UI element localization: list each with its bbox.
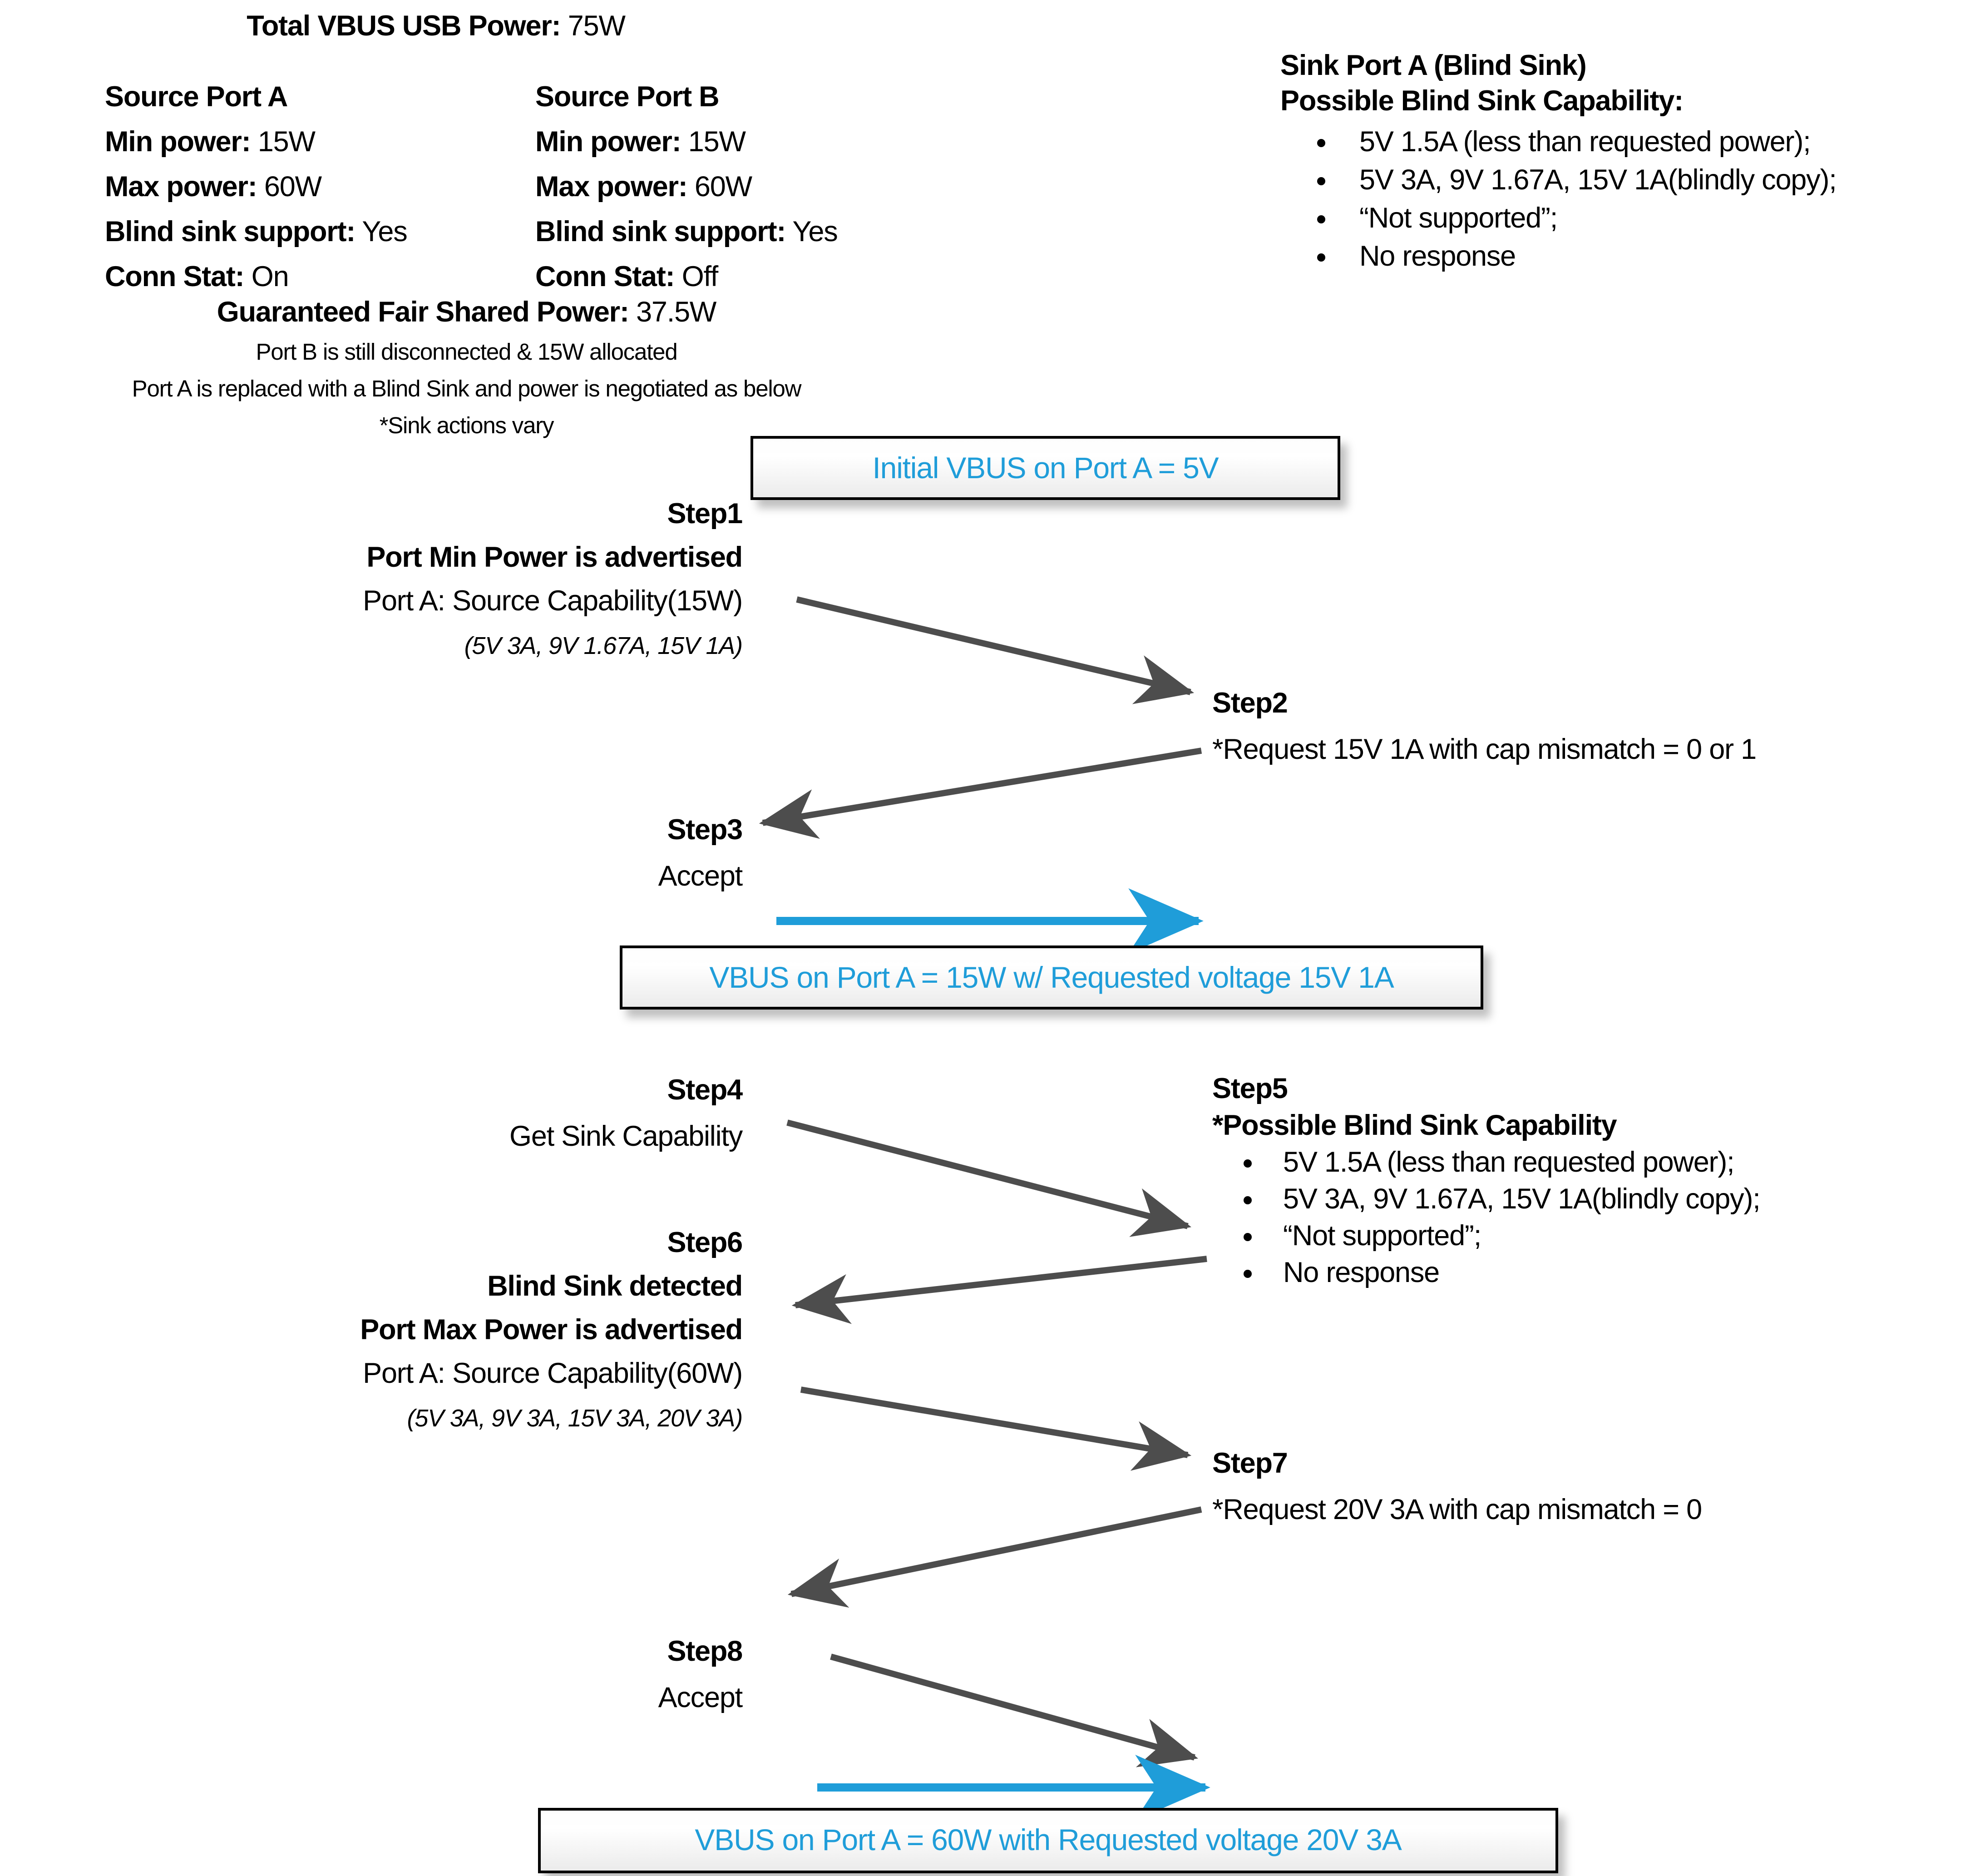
status-box-vbus-15w [620,945,1483,1010]
step7-block [1212,1441,1702,1534]
source-port-a-panel [105,75,407,300]
sink-port-title: Sink Port A (Blind Sink) [1280,50,1586,82]
total-power-label: Total VBUS USB Power: [247,11,561,42]
step1-pdo-list: (5V 3A, 9V 1.67A, 15V 1A) [464,632,742,659]
guaranteed-power-value: 37.5W [636,297,716,328]
status-box-initial-text: Initial VBUS on Port A = 5V [872,450,1219,485]
source-port-a-blind-sink-support [105,210,407,255]
arrow-step8-accept-sent [831,1657,1195,1757]
arrow-step7-to-step8 [791,1510,1201,1594]
row-label: Conn Stat: [535,262,675,293]
total-power-value: 75W [568,11,625,42]
step3-title: Step3 [667,815,742,846]
step5-block [1212,1071,1760,1292]
source-port-b-max-power [535,165,838,210]
row-label: Min power: [105,127,251,158]
note-port-a-replaced: Port A is replaced with a Blind Sink and power is negotiated as below [132,376,801,402]
arrow-step6-to-step7 [801,1390,1188,1455]
step3-block [198,808,742,901]
step2-title: Step2 [1212,688,1288,719]
arrow-step2-to-step3 [763,751,1201,823]
status-box-60w-text: VBUS on Port A = 60W with Requested voltage 20V 3A [695,1823,1402,1857]
guaranteed-power-label: Guaranteed Fair Shared Power: [217,297,629,328]
row-value: Off [681,262,718,293]
status-box-15w-text: VBUS on Port A = 15W w/ Requested voltage 15V 1A [709,960,1394,994]
row-label: Min power: [535,127,681,158]
row-value: Yes [362,217,407,248]
step5-title: Step5 [1212,1074,1288,1105]
step5-capability-list [1212,1144,1760,1292]
step5-capability-item: • 5V 1.5A (less than requested power); [1269,1144,1760,1181]
row-label: Max power: [105,172,257,203]
sink-capability-list [1280,124,1837,277]
step6-title: Step6 [667,1228,742,1259]
step8-title: Step8 [667,1636,742,1668]
sink-port-subtitle: Possible Blind Sink Capability: [1280,86,1684,117]
source-port-a-min-power [105,120,407,165]
step4-message: Get Sink Capability [509,1121,742,1153]
step3-message: Accept [658,861,742,892]
row-value: 60W [264,172,321,203]
step6-message: Port Max Power is advertised [360,1315,742,1346]
step4-title: Step4 [667,1075,742,1106]
step5-capability-item: • “Not supported”; [1269,1218,1760,1255]
arrow-step1-to-step2 [797,599,1190,692]
row-label: Blind sink support: [105,217,356,248]
step7-title: Step7 [1212,1448,1288,1480]
step1-message: Port Min Power is advertised [366,542,742,574]
step6-pdo-list: (5V 3A, 9V 3A, 15V 3A, 20V 3A) [407,1405,742,1432]
step5-capability-item: • No response [1269,1255,1760,1292]
sink-capability-item: • No response [1343,238,1837,277]
arrow-step4-to-step5 [787,1123,1188,1226]
step5-capability-item: • 5V 3A, 9V 1.67A, 15V 1A(blindly copy); [1269,1181,1760,1218]
step7-message: *Request 20V 3A with cap mismatch = 0 [1212,1495,1702,1526]
sink-port-panel [1280,49,1837,277]
source-port-a-max-power [105,165,407,210]
step2-message: *Request 15V 1A with cap mismatch = 0 or 1 [1212,734,1757,766]
step8-block [198,1629,742,1722]
sink-capability-item: • 5V 3A, 9V 1.67A, 15V 1A(blindly copy); [1343,162,1837,200]
row-value: 15W [688,127,746,158]
sink-capability-item: • “Not supported”; [1343,200,1837,238]
step6-capability: Port A: Source Capability(60W) [363,1358,742,1390]
step6-detected: Blind Sink detected [487,1271,742,1302]
row-value: Yes [792,217,838,248]
source-port-b-title: Source Port B [535,82,719,113]
source-port-b-min-power [535,120,838,165]
row-value: 60W [694,172,752,203]
sink-capability-item: • 5V 1.5A (less than requested power); [1343,124,1837,162]
step1-block [198,493,742,668]
source-port-b-conn-stat [535,255,838,300]
step2-block [1212,681,1756,774]
row-label: Max power: [535,172,687,203]
step5-message: *Possible Blind Sink Capability [1212,1110,1617,1142]
step8-message: Accept [658,1683,742,1714]
row-value: 15W [257,127,315,158]
step6-block [198,1222,742,1440]
source-port-b-blind-sink-support [535,210,838,255]
step1-capability: Port A: Source Capability(15W) [363,586,742,617]
row-value: On [251,262,289,293]
arrow-step5-to-step6 [795,1259,1207,1305]
source-port-a-title: Source Port A [105,82,288,113]
step4-block [198,1068,742,1161]
source-port-b-panel [535,75,838,300]
row-label: Conn Stat: [105,262,244,293]
status-box-vbus-60w [538,1808,1558,1873]
source-port-a-conn-stat [105,255,407,300]
guaranteed-power-line [27,297,906,330]
note-sink-actions-vary: *Sink actions vary [379,413,554,439]
note-port-b-disconnected: Port B is still disconnected & 15W allocated [256,339,677,365]
step1-title: Step1 [667,499,742,530]
status-box-initial-vbus [750,436,1340,500]
total-power-line [109,11,763,44]
row-label: Blind sink support: [535,217,786,248]
